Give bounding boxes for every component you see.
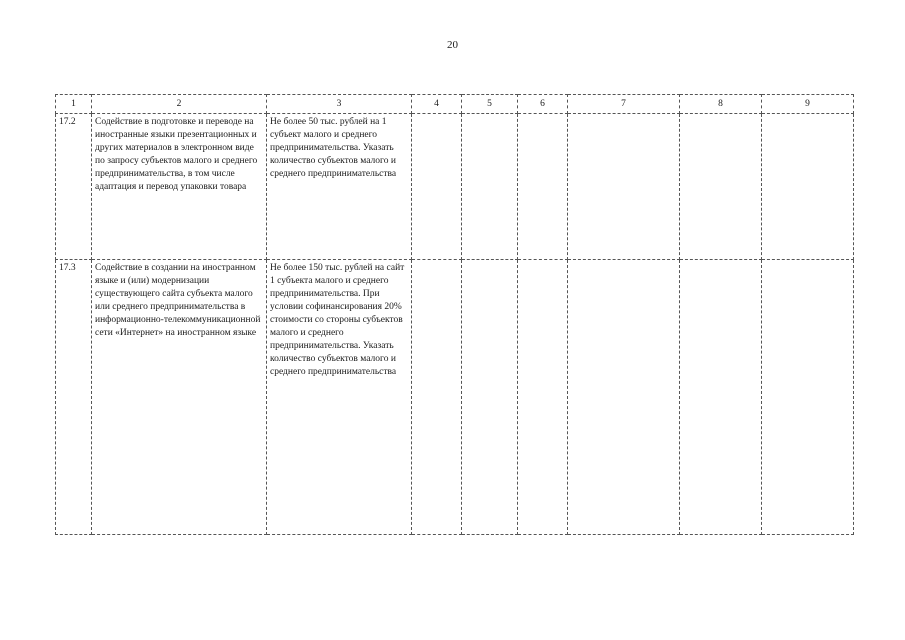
column-header-6: 6 [518, 95, 568, 114]
table-row [56, 114, 854, 260]
column-header-4: 4 [412, 95, 462, 114]
row-cell-7 [568, 114, 680, 260]
column-header-8: 8 [680, 95, 762, 114]
row-description: Содействие в подготовке и переводе на иностранные языки презентационных и других материалов в электронном виде по запросу субъектов малого и среднего предпринимательства, в том числе адаптация и перевод упаковки товара [92, 114, 267, 260]
row-number: 17.2 [56, 114, 92, 260]
row-cell-5 [462, 114, 518, 260]
document-table [55, 94, 854, 535]
row-cell-9 [762, 260, 854, 535]
row-cell-6 [518, 114, 568, 260]
row-cell-8 [680, 114, 762, 260]
row-cell-9 [762, 114, 854, 260]
row-cell-7 [568, 260, 680, 535]
column-header-1: 1 [56, 95, 92, 114]
table-row [56, 260, 854, 535]
row-number: 17.3 [56, 260, 92, 535]
column-header-5: 5 [462, 95, 518, 114]
row-cell-6 [518, 260, 568, 535]
column-header-2: 2 [92, 95, 267, 114]
row-description: Содействие в создании на иностранном языке и (или) модернизации существующего сайта субъекта малого или среднего предпринимательства в информационно-телекоммуникационной сети «Интернет» на иностранном языке [92, 260, 267, 535]
row-limit: Не более 150 тыс. рублей на сайт 1 субъекта малого и среднего предпринимательства. При условии софинансирования 20% стоимости со стороны субъектов малого и среднего предпринимательства. Указать количество субъектов малого и среднего предпринимательства [267, 260, 412, 535]
row-cell-8 [680, 260, 762, 535]
row-cell-5 [462, 260, 518, 535]
column-header-9: 9 [762, 95, 854, 114]
row-limit: Не более 50 тыс. рублей на 1 субъект малого и среднего предпринимательства. Указать количество субъектов малого и среднего предпринимательства [267, 114, 412, 260]
row-cell-4 [412, 260, 462, 535]
header-row [56, 95, 854, 114]
column-header-7: 7 [568, 95, 680, 114]
row-cell-4 [412, 114, 462, 260]
page-number: 20 [447, 39, 458, 51]
column-header-3: 3 [267, 95, 412, 114]
